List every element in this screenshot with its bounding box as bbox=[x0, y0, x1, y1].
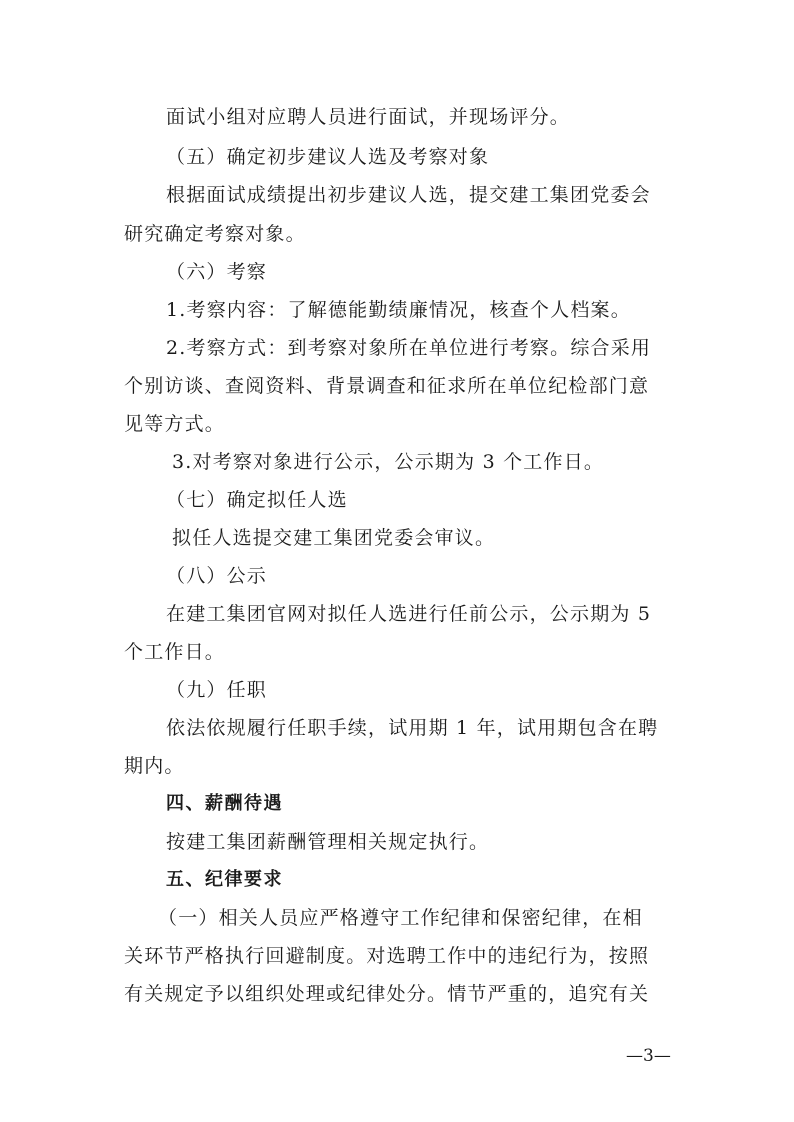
paragraph-line: （一）相关人员应严格遵守工作纪律和保密纪律，在相 bbox=[158, 907, 643, 929]
section-heading: （八）公示 bbox=[166, 565, 268, 587]
page-number: —3— bbox=[626, 1046, 671, 1066]
paragraph-line: 在建工集团官网对拟任人选进行任前公示，公示期为 5 bbox=[166, 603, 652, 625]
paragraph-line: 期内。 bbox=[124, 755, 185, 777]
paragraph-line: 3.对考察对象进行公示，公示期为 3 个工作日。 bbox=[172, 451, 605, 473]
section-heading: （九）任职 bbox=[166, 679, 268, 701]
chapter-heading: 五、纪律要求 bbox=[166, 869, 283, 890]
paragraph-line: 1.考察内容：了解德能勤绩廉情况，核查个人档案。 bbox=[166, 299, 631, 321]
paragraph-line: 面试小组对应聘人员进行面试，并现场评分。 bbox=[166, 106, 571, 128]
section-heading: （六）考察 bbox=[166, 261, 268, 283]
paragraph-line: 根据面试成绩提出初步建议人选，提交建工集团党委会 bbox=[166, 184, 651, 206]
paragraph-line: 依法依规履行任职手续，试用期 1 年，试用期包含在聘 bbox=[166, 717, 659, 739]
section-heading: （七）确定拟任人选 bbox=[166, 489, 348, 511]
paragraph-line: 见等方式。 bbox=[124, 413, 226, 435]
chapter-heading: 四、薪酬待遇 bbox=[166, 793, 283, 814]
paragraph-line: 关环节严格执行回避制度。对选聘工作中的违纪行为，按照 bbox=[124, 945, 650, 967]
paragraph-line: 研究确定考察对象。 bbox=[124, 223, 306, 245]
section-heading: （五）确定初步建议人选及考察对象 bbox=[166, 146, 490, 168]
paragraph-line: 个别访谈、查阅资料、背景调查和征求所在单位纪检部门意 bbox=[124, 375, 650, 397]
paragraph-line: 拟任人选提交建工集团党委会审议。 bbox=[172, 527, 496, 549]
paragraph-line: 个工作日。 bbox=[124, 641, 226, 663]
paragraph-line: 有关规定予以组织处理或纪律处分。情节严重的，追究有关 bbox=[124, 983, 650, 1005]
paragraph-line: 按建工集团薪酬管理相关规定执行。 bbox=[166, 831, 490, 853]
paragraph-line: 2.考察方式：到考察对象所在单位进行考察。综合采用 bbox=[166, 337, 652, 359]
